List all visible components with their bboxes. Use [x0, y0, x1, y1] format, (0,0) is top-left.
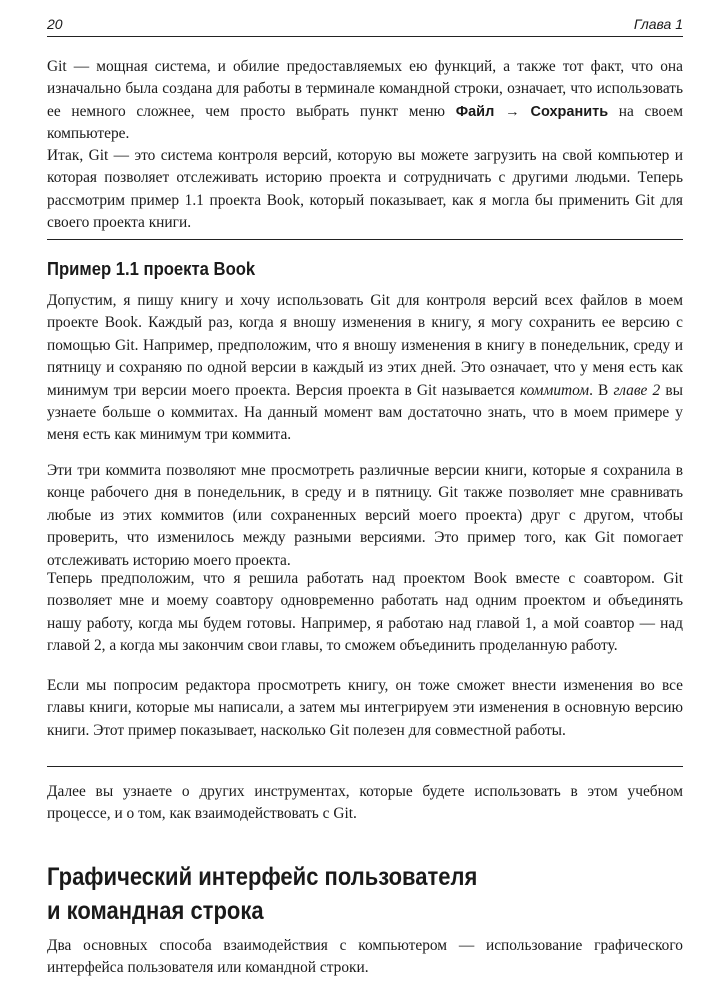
intro-paragraph-2: Итак, Git — это система контроля версий, которую вы можете загрузить на свой компьютер и которая позволяет отслеживать историю проекта и сотрудничать с другими людьми. Теперь рассмотрим пример 1.1 проекта Book, который показывает, как я могла бы применить Git для своего проекта книги.: [47, 147, 683, 232]
running-header: [47, 14, 683, 37]
section-paragraph-1: Два основных способа взаимодействия с компьютером — использование графического интерфейса пользователя или командной строки.: [47, 937, 683, 977]
example-paragraph-1: [47, 290, 683, 447]
page-number: 20: [47, 16, 63, 32]
section-heading: [47, 860, 663, 928]
example-p1-text: Допустим, я пишу книгу и хочу использовать Git для контроля версий всех файлов в моем проекте Book. Каждый раз, когда я вношу изменения в книгу, я могу сохранить ее версию с помощью Git. Например, предположим, что я вношу изменения в книгу в понедельник, среду и пятницу и сохраняю по одной версии в каждый из этих дней. Это означает, что у меня есть как минимум три версии моего проекта. Версия проекта в Git называется: [47, 292, 683, 399]
example-box-bottom-rule: [47, 766, 683, 767]
intro-p1-text: Git — мощная система, и обилие предоставляемых ею функций, а также тот факт, что она изначально была создана для работы в терминале командной строки, означает, что использовать ее немного сложнее, чем просто выбрать пункт меню: [47, 58, 683, 120]
example-box-top-rule: [47, 239, 683, 240]
section-heading-line-2: и командная строка: [47, 897, 264, 925]
intro-paragraph-1: [47, 56, 683, 146]
chapter-reference: главе 2: [613, 381, 661, 399]
term-commit: коммитом: [519, 381, 590, 399]
after-box-paragraph: Далее вы узнаете о других инструментах, которые будете использовать в этом учебном процессе, и о том, как взаимодействовать с Git.: [47, 783, 683, 823]
menu-path: Файл → Сохранить: [455, 103, 609, 120]
example-p1-mid: . В: [589, 381, 614, 399]
intro-p1-end: на своем компьютере.: [47, 102, 683, 143]
chapter-label: Глава 1: [633, 16, 683, 32]
example-title: Пример 1.1 проекта Book: [47, 258, 256, 279]
section-heading-line-1: Графический интерфейс пользователя: [47, 863, 478, 891]
example-p1-end: вы узнаете больше о коммитах. На данный момент вам достаточно знать, что в моем примере у меня есть как минимум три коммита.: [47, 381, 684, 444]
example-paragraph-2: Эти три коммита позволяют мне просмотреть различные версии книги, которые я сохранила в конце рабочего дня в понедельник, в среду и в пятницу. Git также позволяет мне сравнивать любые из этих коммитов (или сохраненных версий моего проекта) друг с другом, чтобы проверить, что изменилось между разными версиями. Это пример того, как Git помогает отслеживать историю моего проекта.: [47, 462, 683, 569]
example-paragraph-4: Если мы попросим редактора просмотреть книгу, он тоже сможет внести изменения во все главы книги, которые мы написали, а затем мы интегрируем эти изменения в основную версию книги. Этот пример показывает, насколько Git полезен для совместной работы.: [47, 677, 683, 739]
example-paragraph-3: Теперь предположим, что я решила работать над проектом Book вместе с соавтором. Git позволяет мне и моему соавтору одновременно работать над одним проектом и объединять нашу работу, когда мы будем готовы. Например, я работаю над главой 1, а мой соавтор — над главой 2, а когда мы закончим свои главы, то сможем объединить проделанную работу.: [47, 570, 683, 655]
